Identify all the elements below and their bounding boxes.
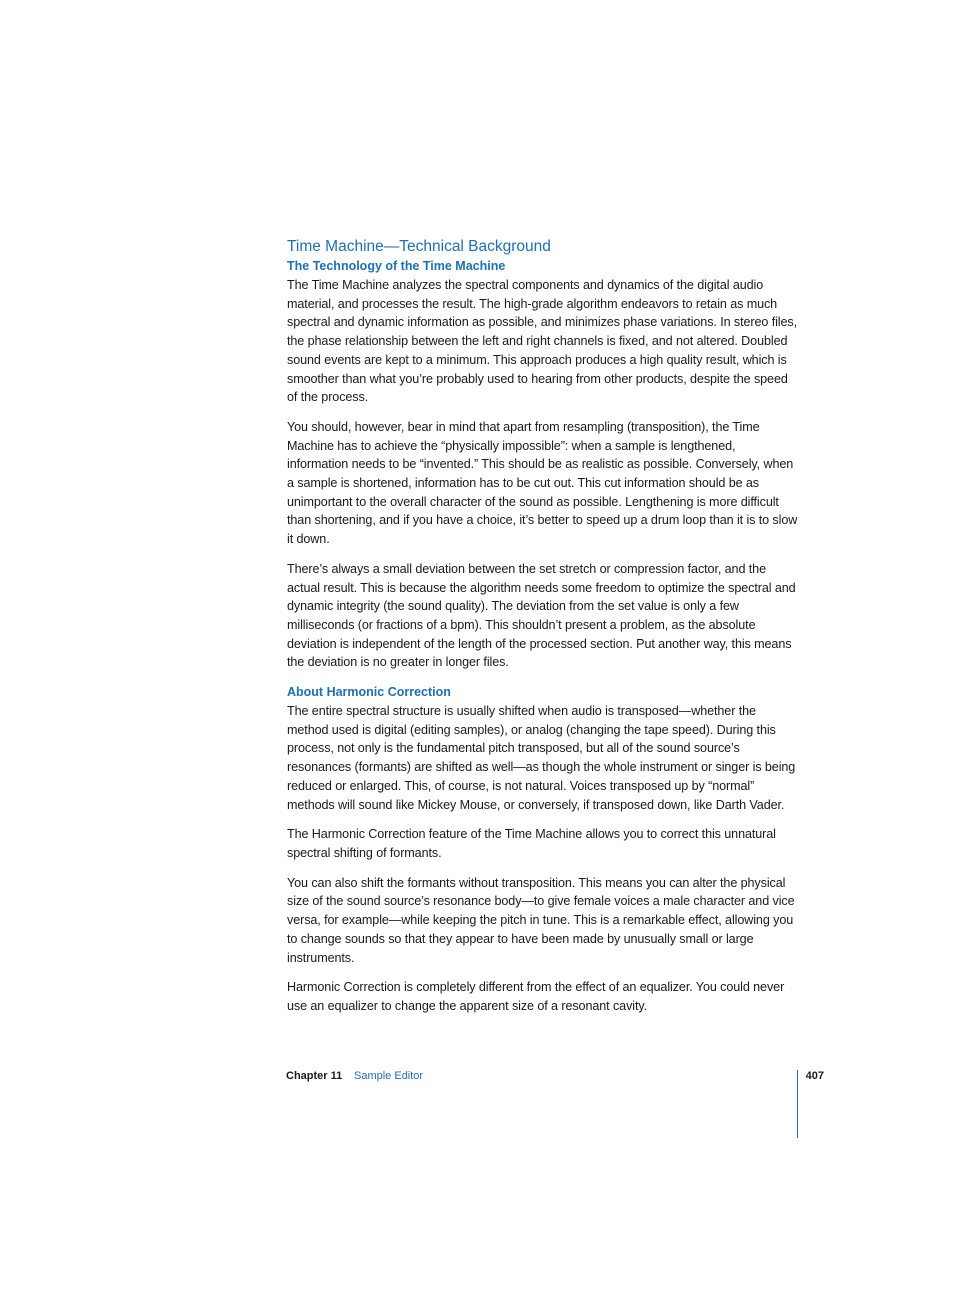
paragraph: The Time Machine analyzes the spectral components and dynamics of the digital audio material, and processes the result. The high-grade algorithm endeavors to retain as much spectral and dynamic information as possible, and minimizes phase variations. In stereo files, the phase relationship between the left and right channels is fixed, and not altered. Doubled sound events are kept to a minimum. This approach produces a high quality result, which is smoother than what you’re probably used to hearing from other products, despite the speed of the process. <box>287 278 797 405</box>
paragraph: There’s always a small deviation between the set stretch or compression factor, and the actual result. This is because the algorithm needs some freedom to optimize the spectral and dynamic integrity (the sound quality). The deviation from the set value is only a few milliseconds (or fractions of a bpm). This shouldn’t present a problem, as the absolute deviation is independent of the length of the processed section. Put another way, this means the deviation is no greater in longer files. <box>287 561 796 670</box>
page-footer <box>286 1070 824 1090</box>
section-title: Time Machine—Technical Background <box>287 238 551 255</box>
paragraph: You should, however, bear in mind that apart from resampling (transposition), the Time Machine has to achieve the “physically impossible”: when a sample is lengthened, information needs to be “invented.” This should be as realistic as possible. Conversely, when a sample is shortened, information has to be cut out. This cut information should be as unimportant to the overall character of the sound as possible. Lengthening is more difficult than shortening, and if you have a choice, it’s better to speed up a drum loop than it is to slow it down. <box>287 419 798 547</box>
chapter-label: Chapter 11 <box>286 1070 343 1082</box>
chapter-name-link[interactable]: Sample Editor <box>354 1070 424 1082</box>
footer-divider <box>797 1070 798 1138</box>
paragraph: You can also shift the formants without transposition. This means you can alter the physical size of the sound source’s resonance body—to give female voices a male character and vice versa, for example—while keeping the pitch in tune. This is a remarkable effect, allowing you to change sounds so that they appear to have been made by unusually small or large instruments. <box>287 875 795 965</box>
paragraph: Harmonic Correction is completely different from the effect of an equalizer. You could never use an equalizer to change the apparent size of a resonant cavity. <box>287 980 785 1013</box>
paragraph: The Harmonic Correction feature of the Time Machine allows you to correct this unnatural spectral shifting of formants. <box>287 827 776 860</box>
page-content <box>287 237 799 1027</box>
subsection-title-harmonic-correction: About Harmonic Correction <box>287 685 451 700</box>
paragraph: The entire spectral structure is usually shifted when audio is transposed—whether the method used is digital (editing samples), or analog (changing the tape speed). During this process, not only is the fundamental pitch transposed, but all of the sound source’s resonances (formants) are shifted as well—as though the whole instrument or singer is being reduced or enlarged. This, of course, is not natural. Voices transposed up by “normal” methods will sound like Mickey Mouse, or conversely, if transposed down, like Darth Vader. <box>287 704 796 812</box>
page-number: 407 <box>805 1070 824 1082</box>
subsection-title-technology: The Technology of the Time Machine <box>287 259 506 273</box>
